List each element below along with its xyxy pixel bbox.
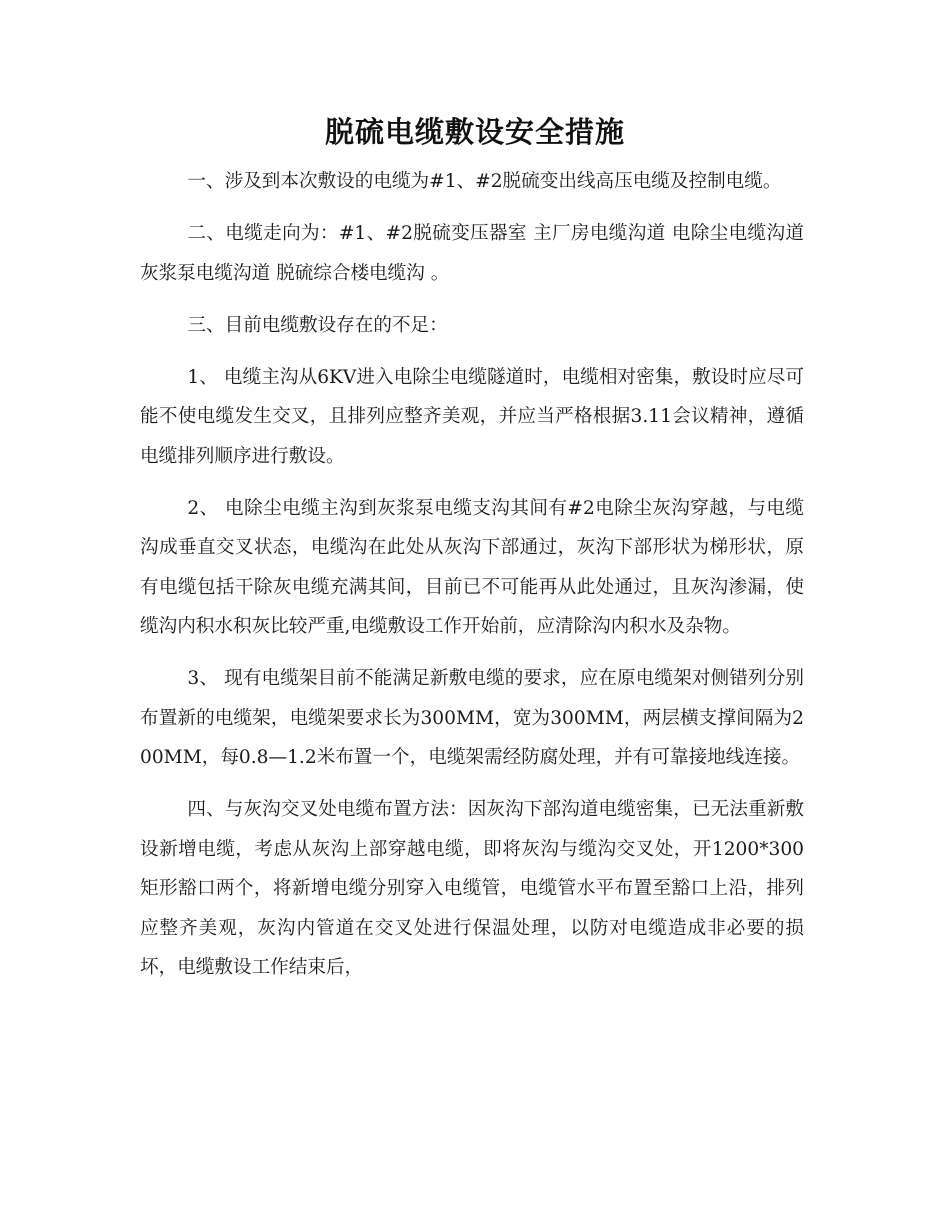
paragraph-cable-route: 二、电缆走向为：#1、#2脱硫变压器室 主厂房电缆沟道 电除尘电缆沟道 灰浆泵电缆沟道 脱硫综合楼电缆沟 。 (140, 223, 804, 284)
paragraph-deficiencies-heading: 三、目前电缆敷设存在的不足： (187, 314, 448, 336)
document-title: 脱硫电缆敷设安全措施 (324, 115, 625, 149)
document-body (140, 162, 804, 1000)
paragraph-deficiency-2: 2、 电除尘电缆主沟到灰浆泵电缆支沟其间有#2电除尘灰沟穿越，与电缆沟成垂直交叉状态，电缆沟在此处从灰沟下部通过，灰沟下部形状为梯形状，原有电缆包括干除灰电缆充满其间，目前已不可能再从此处通过，且灰沟渗漏，使缆沟内积水积灰比较严重,电缆敷设工作开始前，应清除沟内积水及杂物。 (140, 497, 804, 637)
paragraph-scope: 一、涉及到本次敷设的电缆为#1、#2脱硫变出线高压电缆及控制电缆。 (187, 171, 782, 192)
paragraph-crossing-method: 四、与灰沟交叉处电缆布置方法：因灰沟下部沟道电缆密集，已无法重新敷设新增电缆，考虑从灰沟上部穿越电缆，即将灰沟与缆沟交叉处，开1200*300矩形豁口两个，将新增电缆分别穿入电缆管，电缆管水平布置至豁口上沿，排列应整齐美观，灰沟内管道在交叉处进行保温处理，以防对电缆造成非必要的损坏，电缆敷设工作结束后， (140, 799, 804, 978)
paragraph-deficiency-1: 1、 电缆主沟从6KV进入电除尘电缆隧道时，电缆相对密集，敷设时应尽可能不使电缆发生交叉，且排列应整齐美观，并应当严格根据3.11会议精神，遵循电缆排列顺序进行敷设。 (140, 366, 804, 467)
paragraph-deficiency-3: 3、 现有电缆架目前不能满足新敷电缆的要求，应在原电缆架对侧错列分别布置新的电缆架，电缆架要求长为300MM，宽为300MM，两层横支撑间隔为200MM，每0.8—1.2米布置一个，电缆架需经防腐处理，并有可靠接地线连接。 (140, 668, 804, 768)
